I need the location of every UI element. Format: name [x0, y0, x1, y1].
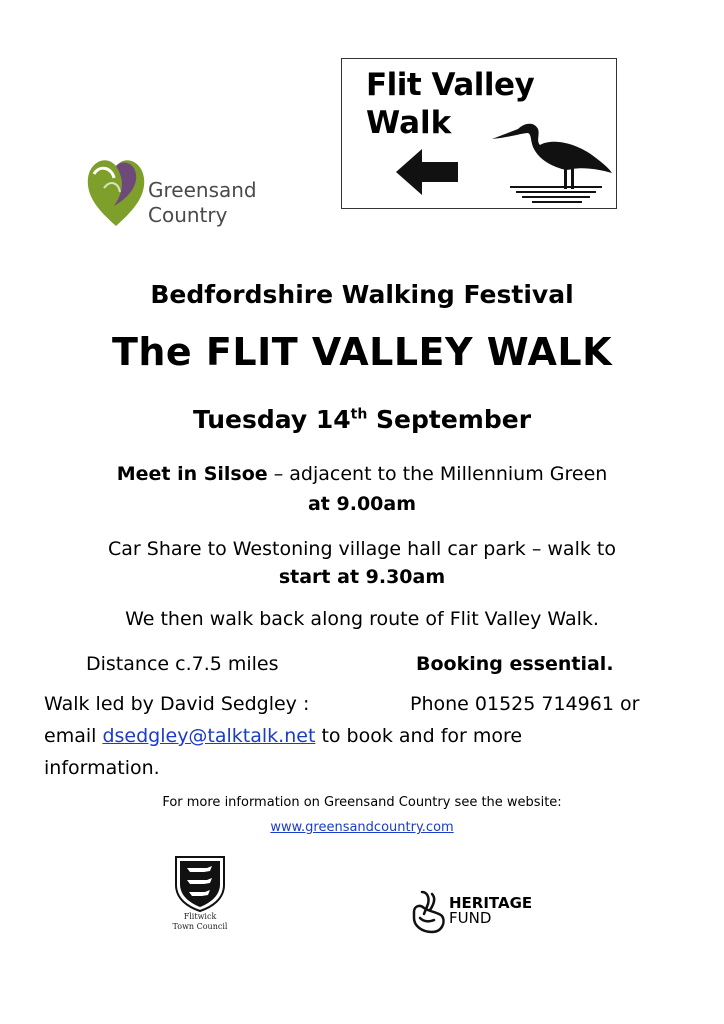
date-prefix: Tuesday 14 [192, 405, 351, 434]
email-line [44, 722, 522, 750]
heart-logo-icon [84, 148, 148, 234]
greensand-country-logo [84, 148, 299, 234]
crossed-fingers-icon [408, 888, 448, 936]
council-line2: Town Council [172, 922, 228, 931]
distance-text: Distance c.7.5 miles [86, 653, 279, 675]
led-by-text: Walk led by David Sedgley : [44, 693, 310, 715]
walk-title: The FLIT VALLEY WALK [111, 330, 613, 374]
meet-time: at 9.00am [307, 493, 417, 515]
meet-location [0, 460, 724, 488]
website-link[interactable]: www.greensandcountry.com [270, 820, 454, 835]
email-prefix: email [44, 725, 103, 747]
festival-heading: Bedfordshire Walking Festival [150, 280, 574, 309]
phone-text: Phone 01525 714961 or [410, 693, 640, 715]
greensand-line1: Greensand [148, 178, 257, 202]
website-line [0, 816, 724, 835]
carshare-text: Car Share to Westoning village hall car park – walk to [108, 538, 616, 560]
meet-rest: – adjacent to the Millennium Green [267, 463, 608, 485]
council-caption [160, 912, 240, 932]
info-end-text: information. [44, 757, 160, 779]
sign-line1: Flit Valley [366, 67, 535, 103]
flit-valley-walk-sign [341, 58, 617, 209]
date-suffix: September [367, 405, 532, 434]
council-line1: Flitwick [183, 912, 217, 921]
heritage-line2: FUND [449, 909, 492, 927]
start-time: start at 9.30am [278, 566, 446, 588]
greensand-logo-text [148, 178, 257, 228]
council-shield-icon [160, 855, 240, 913]
email-link[interactable]: dsedgley@talktalk.net [102, 725, 316, 747]
email-suffix: to book and for more [315, 725, 523, 747]
heritage-line1: HERITAGE [449, 894, 533, 912]
more-info-text: For more information on Greensand Country see the website: [162, 795, 562, 810]
meet-bold: Meet in Silsoe [116, 463, 268, 485]
heritage-fund-logo [408, 888, 548, 938]
sign-line2: Walk [366, 105, 452, 141]
heritage-fund-text [449, 896, 532, 926]
event-date [0, 405, 724, 434]
flitwick-council-logo [160, 855, 240, 935]
date-ordinal: th [350, 406, 368, 423]
booking-text: Booking essential. [416, 653, 614, 675]
arrow-left-icon [396, 149, 458, 195]
greensand-line2: Country [148, 203, 228, 227]
walk-back-text: We then walk back along route of Flit Valley Walk. [125, 608, 599, 630]
heron-icon [492, 99, 614, 207]
